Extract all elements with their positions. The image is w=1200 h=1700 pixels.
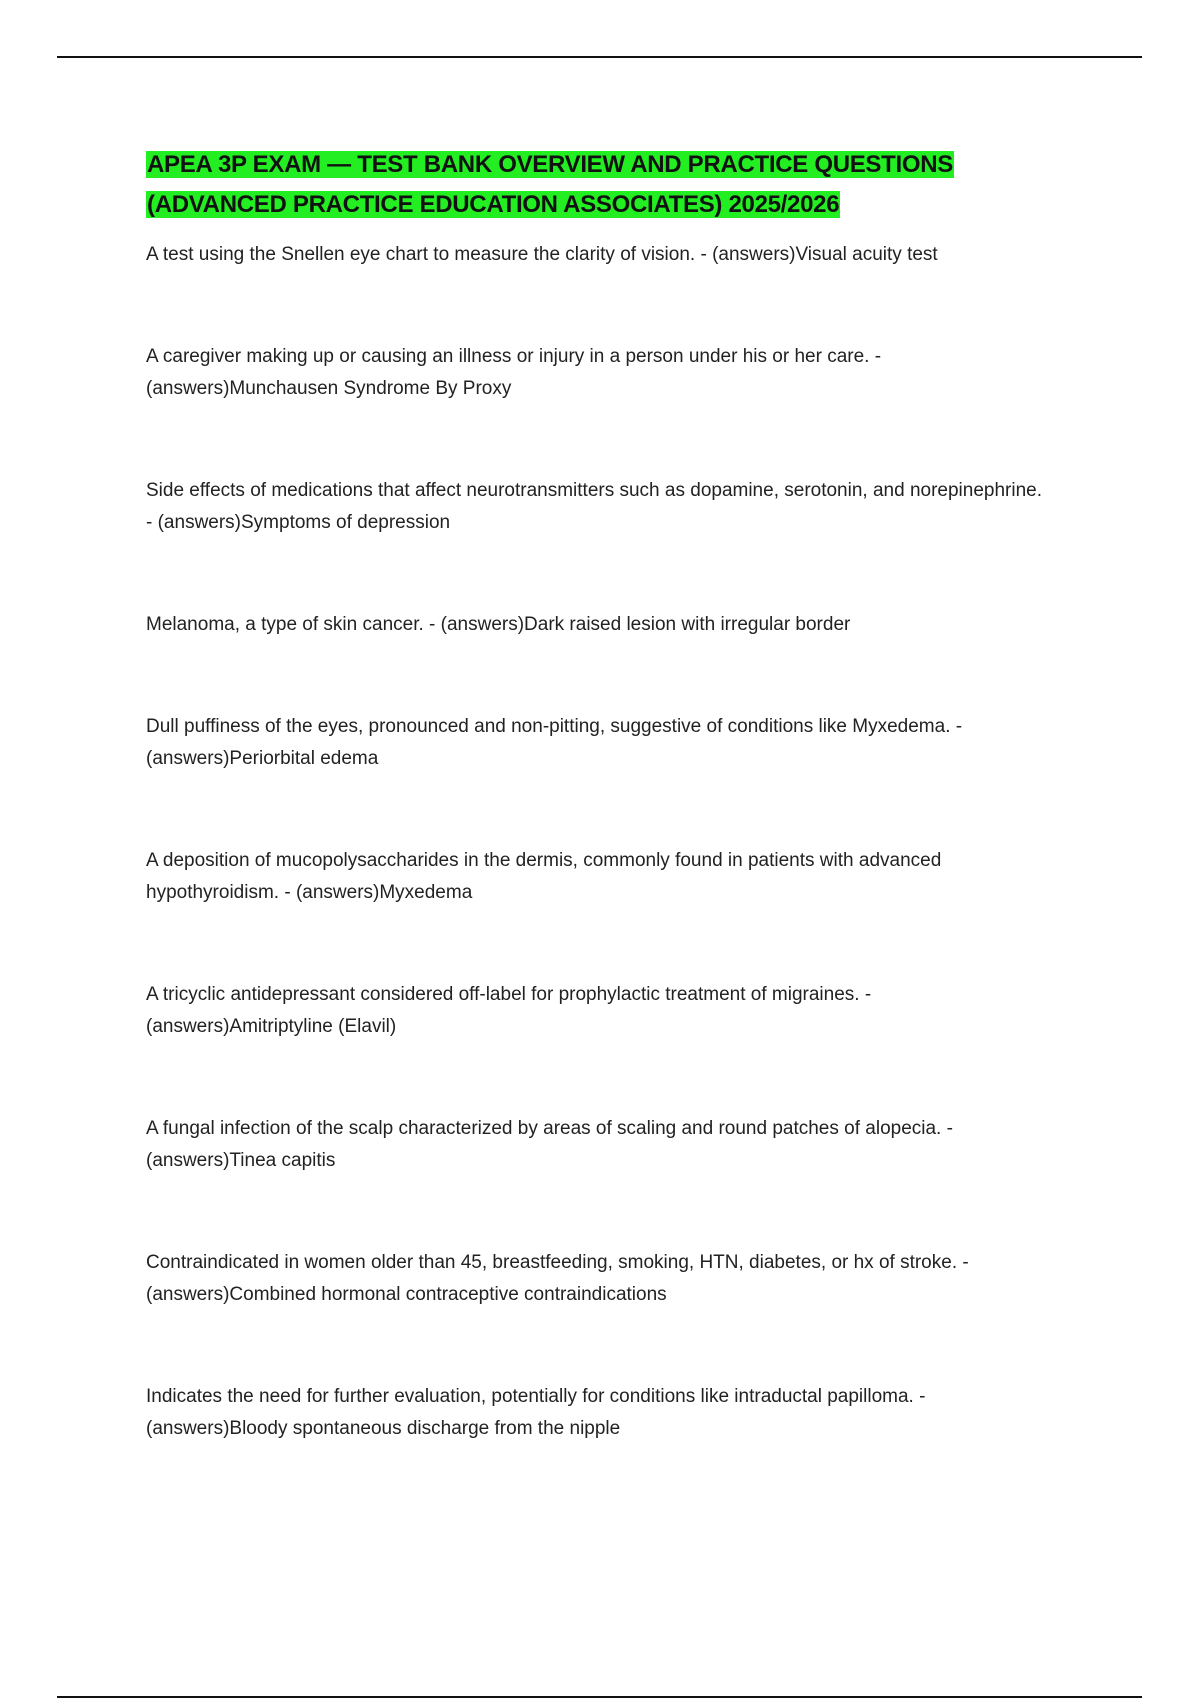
qa-item: Indicates the need for further evaluation, potentially for conditions like intraductal papilloma. - (answers)Bloody spontaneous discharge from the nipple	[146, 1386, 926, 1439]
qa-item: Melanoma, a type of skin cancer. - (answers)Dark raised lesion with irregular border	[146, 614, 851, 635]
document-title	[146, 145, 1046, 225]
title-line-1: APEA 3P EXAM — TEST BANK OVERVIEW AND PRACTICE QUESTIONS	[147, 151, 953, 178]
document-body	[146, 145, 1046, 1515]
footer-rule	[57, 1696, 1142, 1698]
title-line-2: (ADVANCED PRACTICE EDUCATION ASSOCIATES) 2025/2026	[147, 191, 840, 218]
qa-item: Contraindicated in women older than 45, breastfeeding, smoking, HTN, diabetes, or hx of stroke. - (answers)Combined hormonal contraceptive contraindications	[146, 1252, 969, 1305]
qa-list	[146, 239, 1046, 1445]
qa-item: Side effects of medications that affect neurotransmitters such as dopamine, serotonin, and norepinephrine. - (answers)Symptoms of depression	[146, 480, 1042, 533]
qa-item: A tricyclic antidepressant considered off-label for prophylactic treatment of migraines. - (answers)Amitriptyline (Elavil)	[146, 984, 872, 1037]
qa-item: A deposition of mucopolysaccharides in the dermis, commonly found in patients with advanced hypothyroidism. - (answers)Myxedema	[146, 850, 942, 903]
qa-item: A fungal infection of the scalp characterized by areas of scaling and round patches of alopecia. - (answers)Tinea capitis	[146, 1118, 953, 1171]
header-rule	[57, 56, 1142, 58]
qa-item: Dull puffiness of the eyes, pronounced and non-pitting, suggestive of conditions like Myxedema. - (answers)Periorbital edema	[146, 716, 963, 769]
qa-item: A test using the Snellen eye chart to measure the clarity of vision. - (answers)Visual acuity test	[146, 244, 938, 265]
qa-item: A caregiver making up or causing an illness or injury in a person under his or her care. - (answers)Munchausen Syndrome By Proxy	[146, 346, 882, 399]
